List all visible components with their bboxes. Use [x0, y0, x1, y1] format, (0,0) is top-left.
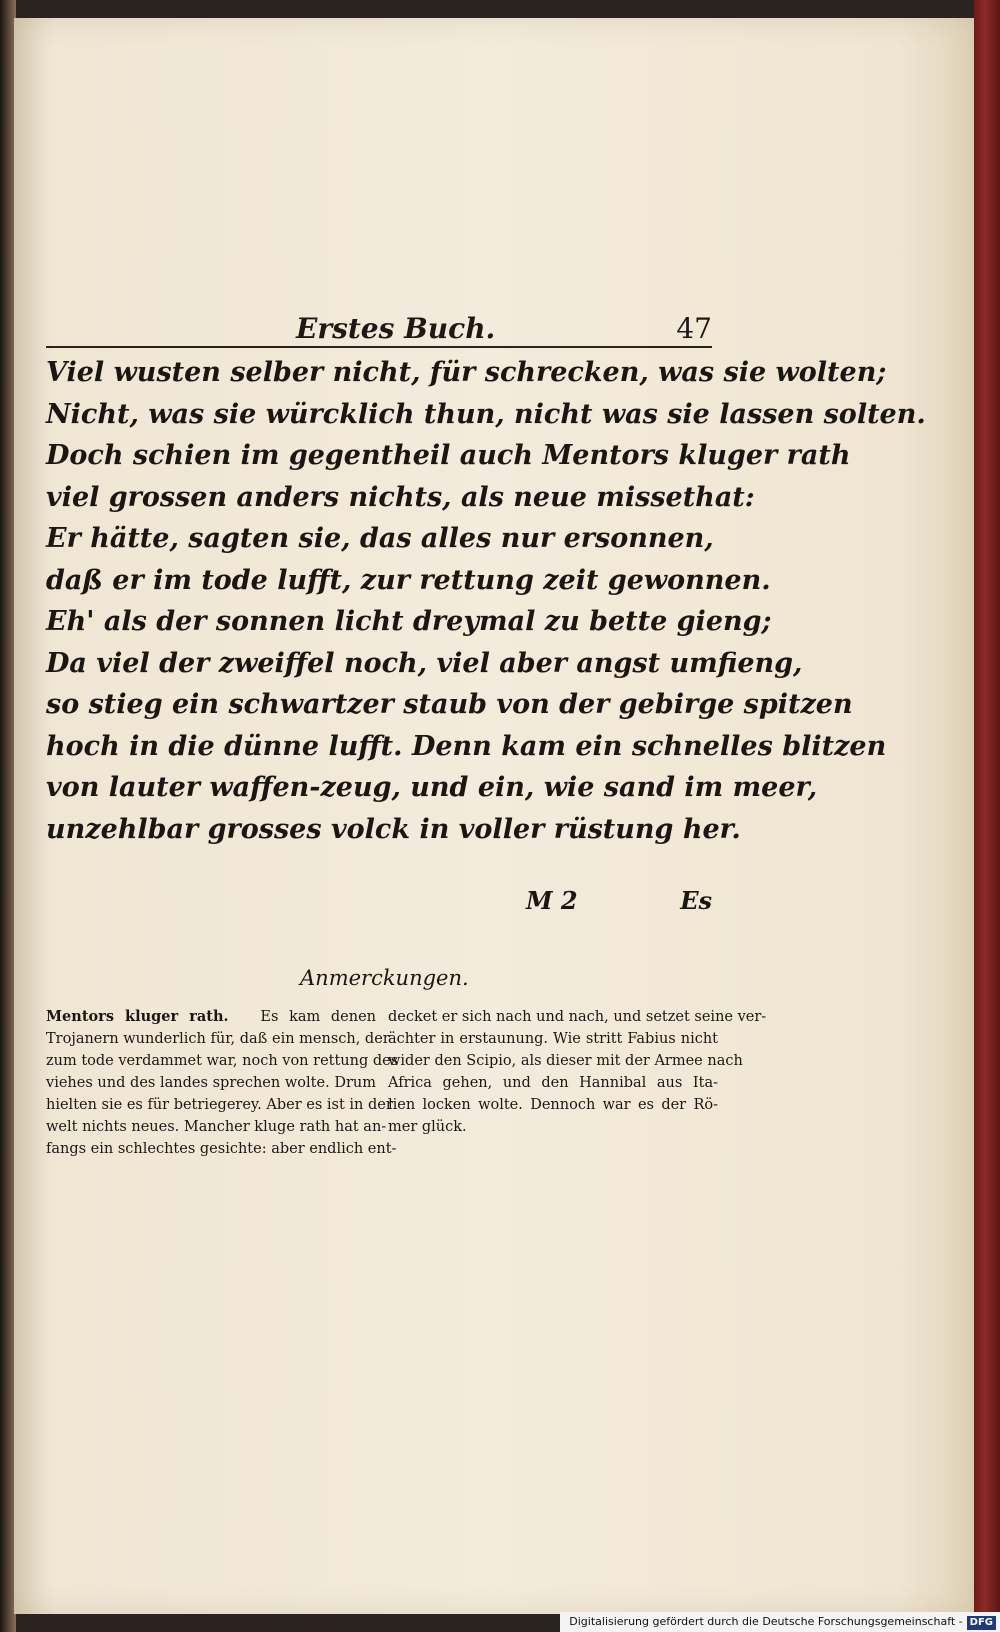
note-line: decket er sich nach und nach, und setzet seine ver-: [388, 1009, 767, 1025]
dfg-logo-icon: DFG: [967, 1616, 996, 1630]
note-line: fangs ein schlechtes gesichte: aber endlich ent-: [46, 1141, 397, 1157]
note-line: [46, 1006, 376, 1028]
running-title: Erstes Buch.: [296, 312, 496, 345]
page-header: [46, 312, 712, 348]
verse-line: viel grossen anders nichts, als neue missethat:: [46, 481, 755, 513]
verse-line: Viel wusten selber nicht, für schrecken, was sie wolten;: [46, 357, 887, 388]
note-text: Es kam denen: [260, 1009, 376, 1025]
notes-column-left: [46, 1006, 399, 1160]
verse-block: [46, 352, 926, 850]
note-line: hielten sie es für betriegerey. Aber es ist in der: [46, 1097, 393, 1113]
book-binding-right: [974, 0, 1000, 1632]
verse-line: unzehlbar grosses volck in voller rüstung her.: [46, 813, 741, 845]
verse-line: daß er im tode lufft, zur rettung zeit gewonnen.: [46, 564, 771, 596]
signature-mark: M 2: [526, 886, 578, 915]
catchword-row: [46, 886, 712, 922]
verse-line: Eh' als der sonnen licht dreymal zu bette gieng;: [46, 606, 772, 637]
verse-line: Da viel der zweiffel noch, viel aber angst umfieng,: [46, 647, 803, 679]
note-line: wider den Scipio, als dieser mit der Armee nach: [388, 1053, 743, 1069]
note-lemma: Mentors kluger rath.: [46, 1008, 229, 1025]
notes-heading: Anmerckungen.: [300, 966, 469, 990]
digitization-footer: [560, 1612, 1000, 1632]
verse-line: Nicht, was sie würcklich thun, nicht was sie lassen solten.: [46, 398, 926, 430]
catchword: Es: [680, 886, 712, 915]
verse-line: hoch in die dünne lufft. Denn kam ein schnelles blitzen: [46, 730, 887, 762]
verse-line: Doch schien im gegentheil auch Mentors kluger rath: [46, 440, 851, 471]
footer-text: Digitalisierung gefördert durch die Deutsche Forschungsgemeinschaft -: [569, 1615, 963, 1628]
note-line: ächter in erstaunung. Wie stritt Fabius nicht: [388, 1031, 718, 1047]
verse-line: so stieg ein schwartzer staub von der gebirge spitzen: [46, 689, 853, 720]
verse-line: Er hätte, sagten sie, das alles nur ersonnen,: [46, 523, 714, 554]
notes-column-right: [388, 1006, 767, 1138]
note-line: mer glück.: [388, 1119, 467, 1135]
note-line: lien locken wolte. Dennoch war es der Rö-: [388, 1097, 718, 1113]
note-line: Africa gehen, und den Hannibal aus Ita-: [388, 1075, 718, 1091]
note-line: welt nichts neues. Mancher kluge rath hat an-: [46, 1119, 387, 1135]
verse-line: von lauter waffen-zeug, und ein, wie sand im meer,: [46, 772, 818, 803]
note-line: Trojanern wunderlich für, daß ein mensch, der: [46, 1031, 390, 1047]
page-number: 47: [676, 312, 712, 345]
note-line: zum tode verdammet war, noch von rettung des: [46, 1053, 399, 1069]
note-line: viehes und des landes sprechen wolte. Drum: [46, 1075, 376, 1091]
